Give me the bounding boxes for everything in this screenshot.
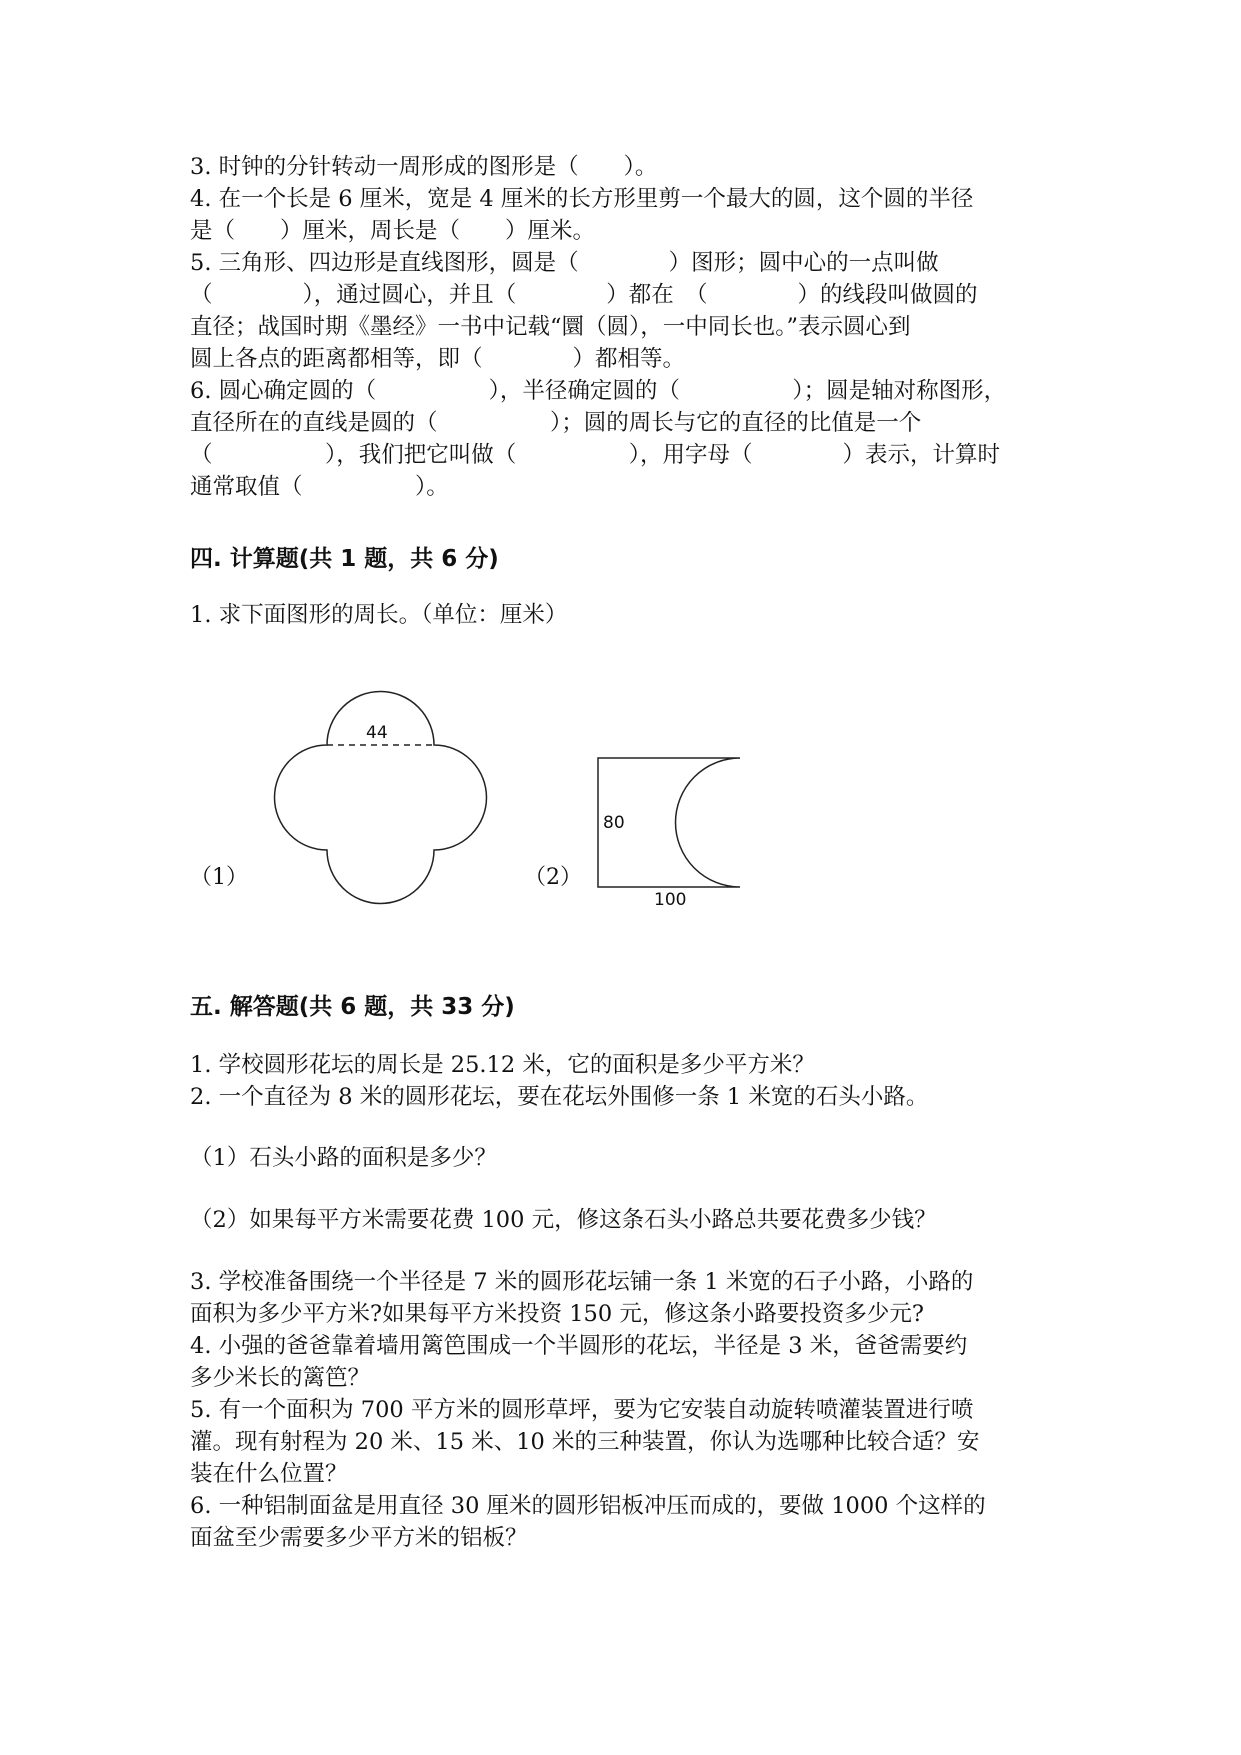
section-5-heading: 五. 解答题(共 6 题，共 33 分) [190,994,515,1020]
answer-question-2-part-1: （1）石头小路的面积是多少？ [190,1145,497,1171]
section-4-heading: 四. 计算题(共 1 题，共 6 分) [190,546,499,572]
question-5-line-3: 直径；战国时期《墨经》一书中记载“圜（圆），一中同长也。”表示圆心到 [190,314,911,340]
figure-2-width-label: 100 [654,890,687,910]
answer-question-5-line-1: 5. 有一个面积为 700 平方米的圆形草坪，要为它安装自动旋转喷灌装置进行喷 [190,1397,974,1423]
figure-1-label: （1） [190,865,248,890]
question-6-line-2: 直径所在的直线是圆的（ ）；圆的周长与它的直径的比值是一个 [190,410,922,436]
calc-question-1: 1. 求下面图形的周长。（单位：厘米） [190,602,568,628]
question-3: 3. 时钟的分针转动一周形成的图形是（ ）。 [190,154,658,180]
answer-question-5-line-3: 装在什么位置？ [190,1461,348,1487]
question-4-line-2: 是（ ）厘米，周长是（ ）厘米。 [190,218,596,244]
question-6-line-1: 6. 圆心确定圆的（ ），半径确定圆的（ ）；圆是轴对称图形， [190,378,1007,404]
question-6-line-4: 通常取值（ ）。 [190,474,449,500]
answer-question-3-line-1: 3. 学校准备围绕一个半径是 7 米的圆形花坛铺一条 1 米宽的石子小路，小路的 [190,1269,974,1295]
answer-question-6-line-2: 面盆至少需要多少平方米的铝板？ [190,1525,528,1551]
question-5-line-1: 5. 三角形、四边形是直线图形，圆是（ ）图形；圆中心的一点叫做 [190,250,939,276]
answer-question-4-line-2: 多少米长的篱笆？ [190,1365,371,1391]
answer-question-5-line-2: 灌。现有射程为 20 米、15 米、10 米的三种装置，你认为选哪种比较合适？安 [190,1429,980,1455]
answer-question-1: 1. 学校圆形花坛的周长是 25.12 米，它的面积是多少平方米？ [190,1052,815,1078]
answer-question-2-part-2: （2）如果每平方米需要花费 100 元，修这条石头小路总共要花费多少钱？ [190,1207,937,1233]
figure-1-four-leaf-shape [262,680,502,940]
answer-question-3-line-2: 面积为多少平方米?如果每平方米投资 150 元，修这条小路要投资多少元? [190,1301,924,1327]
figure-1-dimension: 44 [366,723,388,743]
figure-2-height-label: 80 [603,813,625,833]
answer-question-4-line-1: 4. 小强的爸爸靠着墙用篱笆围成一个半圆形的花坛，半径是 3 米，爸爸需要约 [190,1333,968,1359]
figure-2-rectangle-with-arc [590,750,770,910]
question-4-line-1: 4. 在一个长是 6 厘米，宽是 4 厘米的长方形里剪一个最大的圆，这个圆的半径 [190,186,974,212]
question-6-line-3: （ ），我们把它叫做（ ），用字母（ ）表示，计算时 [190,442,1001,468]
question-5-line-2: （ ），通过圆心，并且（ ）都在 （ ）的线段叫做圆的 [190,282,978,308]
figure-2-label: （2） [524,865,582,890]
answer-question-6-line-1: 6. 一种铝制面盆是用直径 30 厘米的圆形铝板冲压而成的，要做 1000 个这样的 [190,1493,986,1519]
question-5-line-4: 圆上各点的距离都相等，即（ ）都相等。 [190,346,686,372]
answer-question-2: 2. 一个直径为 8 米的圆形花坛，要在花坛外围修一条 1 米宽的石头小路。 [190,1084,929,1110]
